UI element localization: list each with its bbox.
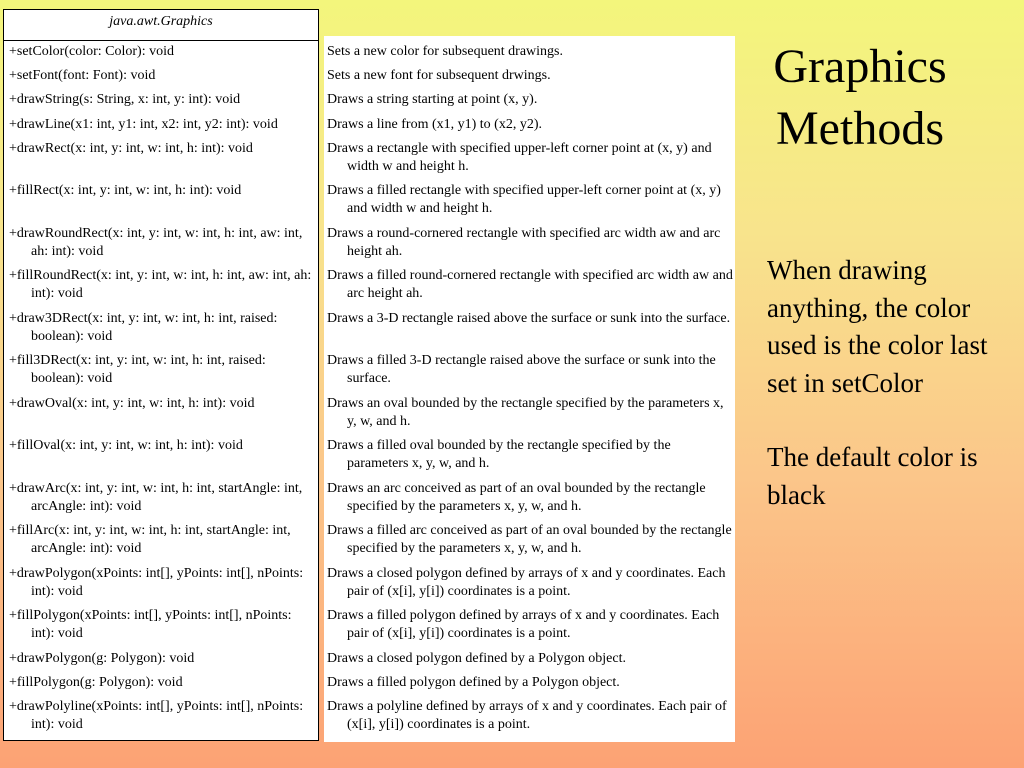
desc-setfont: Sets a new font for subsequent drwings. xyxy=(327,68,551,83)
slide-title xyxy=(740,36,980,160)
method-fill3drect: +fill3DRect(x: int, y: int, w: int, h: int, raised: boolean): void xyxy=(9,353,266,386)
desc-drawoval: Draws an oval bounded by the rectangle specified by the parameters x, y, w, and h. xyxy=(327,396,724,429)
desc-draw3drect: Draws a 3-D rectangle raised above the surface or sunk into the surface. xyxy=(327,311,731,326)
desc-drawpolyline: Draws a polyline defined by arrays of x and y coordinates. Each pair of (x[i], y[i]) coordinates is a point. xyxy=(327,699,727,732)
slide-title-line-2: Methods xyxy=(776,102,944,155)
desc-filloval: Draws a filled oval bounded by the rectangle specified by the parameters x, y, w, and h. xyxy=(327,438,671,471)
method-drawarc: +drawArc(x: int, y: int, w: int, h: int, startAngle: int, arcAngle: int): void xyxy=(9,481,303,514)
method-fillpolygon-object: +fillPolygon(g: Polygon): void xyxy=(9,675,183,690)
method-draw3drect: +draw3DRect(x: int, y: int, w: int, h: int, raised: boolean): void xyxy=(9,311,278,344)
method-fillrect: +fillRect(x: int, y: int, w: int, h: int): void xyxy=(9,183,242,198)
desc-drawrect: Draws a rectangle with specified upper-left corner point at (x, y) and width w and height h. xyxy=(327,141,712,174)
desc-drawline: Draws a line from (x1, y1) to (x2, y2). xyxy=(327,117,543,132)
desc-drawstring: Draws a string starting at point (x, y). xyxy=(327,92,538,107)
desc-fillroundrect: Draws a filled round-cornered rectangle with specified arc width aw and arc height ah. xyxy=(327,268,733,301)
desc-fillpolygon-object: Draws a filled polygon defined by a Polygon object. xyxy=(327,675,620,690)
method-drawroundrect: +drawRoundRect(x: int, y: int, w: int, h: int, aw: int, ah: int): void xyxy=(9,226,303,259)
note-color-rule: When drawing anything, the color used is the color last set in setColor xyxy=(767,255,988,398)
method-drawstring: +drawString(s: String, x: int, y: int): void xyxy=(9,92,241,107)
note-default-color: The default color is black xyxy=(767,442,978,510)
uml-class-box xyxy=(3,9,319,741)
method-drawpolygon-object: +drawPolygon(g: Polygon): void xyxy=(9,651,195,666)
desc-setcolor: Sets a new color for subsequent drawings. xyxy=(327,44,564,59)
method-fillroundrect: +fillRoundRect(x: int, y: int, w: int, h: int, aw: int, ah: int): void xyxy=(9,268,312,301)
method-drawpolyline: +drawPolyline(xPoints: int[], yPoints: int[], nPoints: int): void xyxy=(9,699,304,732)
desc-drawpolygon-arrays: Draws a closed polygon defined by arrays of x and y coordinates. Each pair of (x[i], y[i]) coordinates is a point. xyxy=(327,566,726,599)
desc-fillpolygon-arrays: Draws a filled polygon defined by arrays of x and y coordinates. Each pair of (x[i], y[i]) coordinates is a point. xyxy=(327,608,720,641)
method-drawpolygon-arrays: +drawPolygon(xPoints: int[], yPoints: int[], nPoints: int): void xyxy=(9,566,304,599)
desc-fill3drect: Draws a filled 3-D rectangle raised above the surface or sunk into the surface. xyxy=(327,353,716,386)
desc-fillrect: Draws a filled rectangle with specified upper-left corner point at (x, y) and width w and height h. xyxy=(327,183,721,216)
desc-drawpolygon-object: Draws a closed polygon defined by a Polygon object. xyxy=(327,651,626,666)
method-descriptions-panel xyxy=(324,36,735,742)
method-fillpolygon-arrays: +fillPolygon(xPoints: int[], yPoints: int[], nPoints: int): void xyxy=(9,608,292,641)
method-drawoval: +drawOval(x: int, y: int, w: int, h: int): void xyxy=(9,396,255,411)
method-fillarc: +fillArc(x: int, y: int, w: int, h: int, startAngle: int, arcAngle: int): void xyxy=(9,523,291,556)
method-filloval: +fillOval(x: int, y: int, w: int, h: int): void xyxy=(9,438,243,453)
method-setcolor: +setColor(color: Color): void xyxy=(9,44,174,59)
desc-drawroundrect: Draws a round-cornered rectangle with specified arc width aw and arc height ah. xyxy=(327,226,721,259)
desc-drawarc: Draws an arc conceived as part of an oval bounded by the rectangle specified by the parameters x, y, w, and h. xyxy=(327,481,706,514)
desc-fillarc: Draws a filled arc conceived as part of an oval bounded by the rectangle specified by the parameters x, y, w, and h. xyxy=(327,523,732,556)
method-drawrect: +drawRect(x: int, y: int, w: int, h: int): void xyxy=(9,141,253,156)
uml-class-title: java.awt.Graphics xyxy=(4,10,318,41)
slide-title-line-1: Graphics xyxy=(773,40,947,93)
method-setfont: +setFont(font: Font): void xyxy=(9,68,156,83)
method-drawline: +drawLine(x1: int, y1: int, x2: int, y2: int): void xyxy=(9,117,278,132)
